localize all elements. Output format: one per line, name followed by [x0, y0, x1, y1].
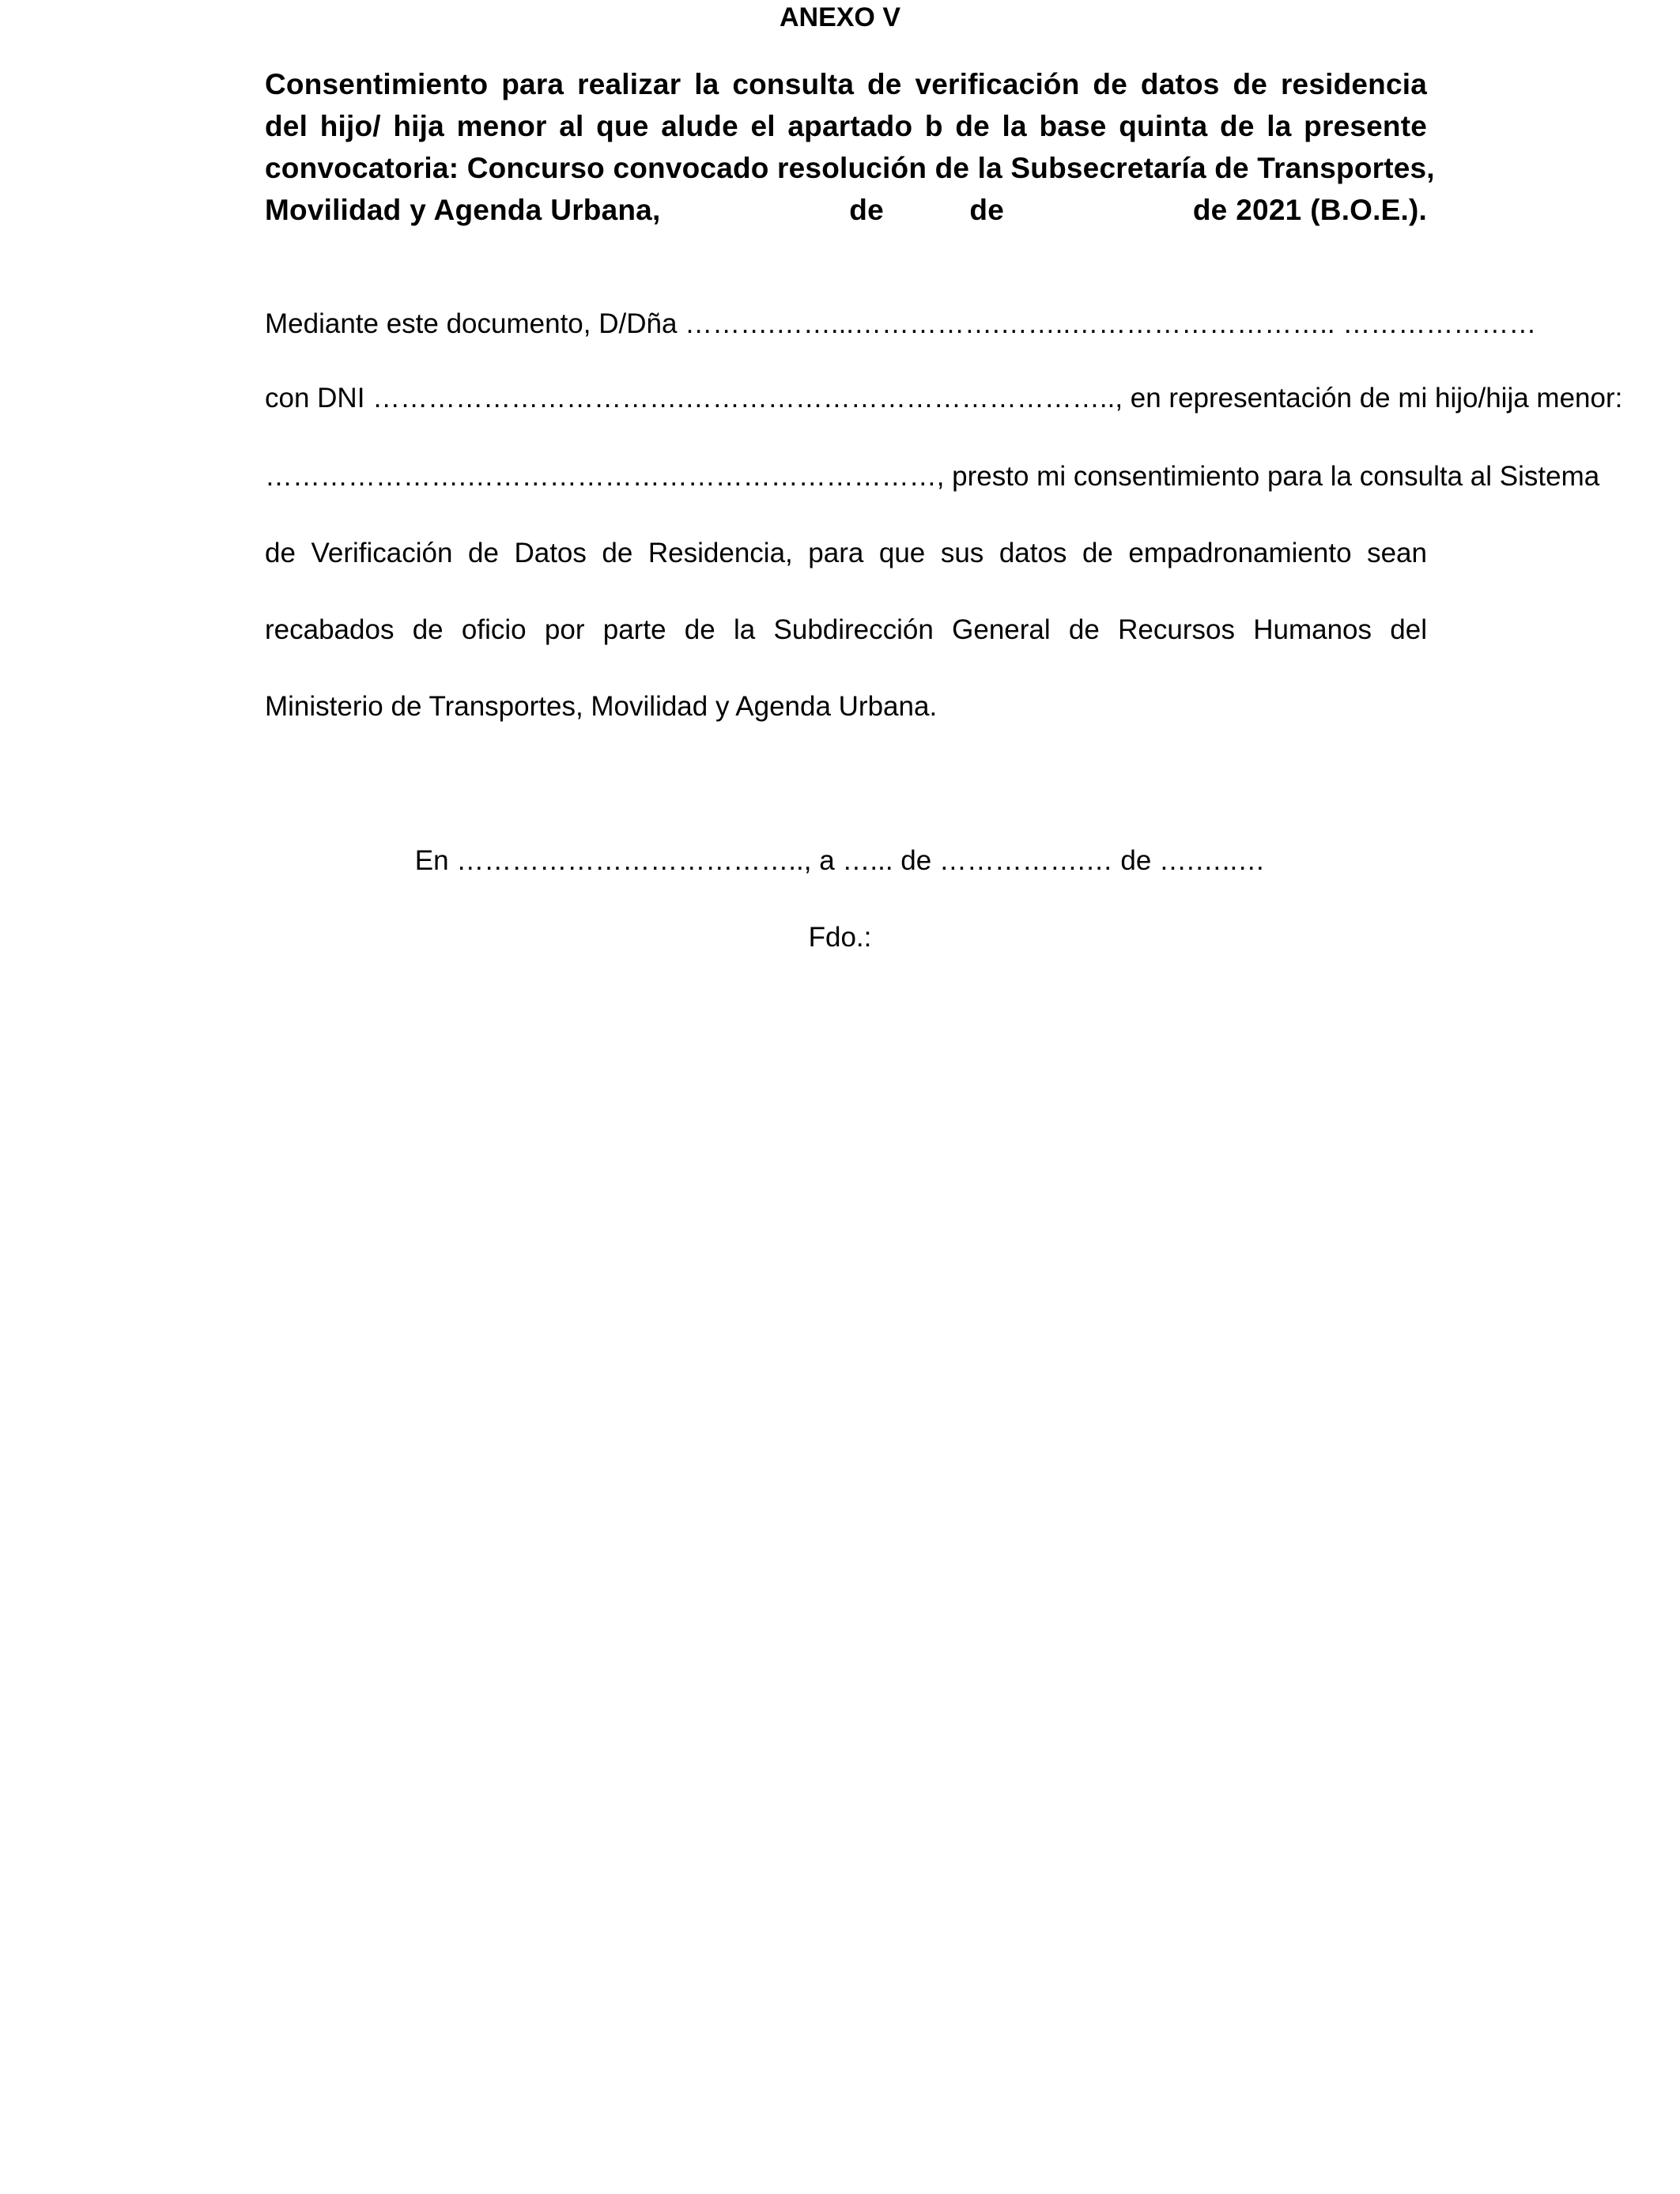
body-line-verification-system: de Verificación de Datos de Residencia, para que sus datos de empadronamiento sean [265, 538, 1427, 568]
heading-line-2: del hijo/ hija menor al que alude el apartado b de la base quinta de la presente [265, 110, 1427, 142]
heading-line-3: convocatoria: Concurso convocado resolución de la Subsecretaría de Transportes, [265, 152, 1435, 184]
annex-title: ANEXO V [779, 2, 901, 32]
body-line-dni: con DNI …………………………….……………………………………….., en representación de mi hijo/hija menor: [265, 383, 1623, 413]
heading-line-4: Movilidad y Agenda Urbana, de de de 2021 (B.O.E.). [265, 194, 1427, 226]
heading-line-1: Consentimiento para realizar la consulta de verificación de datos de residencia [265, 68, 1427, 100]
body-line-declarant-name: Mediante este documento, D/Dña ……….……...…………….……..……………………….. ………………… [265, 308, 1537, 339]
body-line-minor-consent: ………………….……………………………………………, presto mi consentimiento para la consulta al Sistema [265, 461, 1600, 492]
place-date-line: En ……………………………….., a …... de …………….… de ….…..… [414, 845, 1266, 876]
body-line-collection: recabados de oficio por parte de la Subdirección General de Recursos Humanos del [265, 614, 1427, 645]
signature-label: Fdo.: [808, 922, 872, 953]
body-line-ministry: Ministerio de Transportes, Movilidad y Agenda Urbana. [265, 691, 938, 722]
